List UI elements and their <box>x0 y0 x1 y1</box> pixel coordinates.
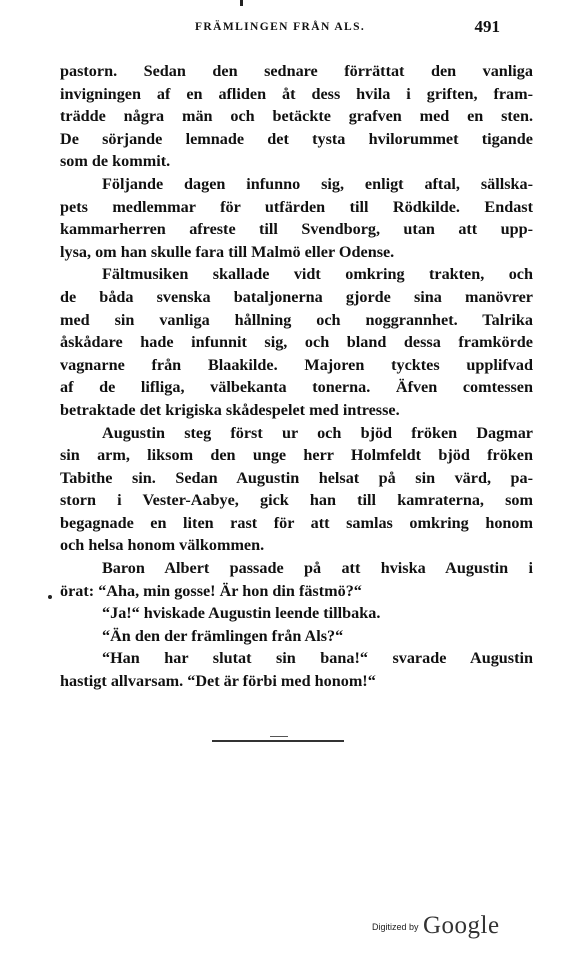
section-separator-rule <box>212 740 344 742</box>
text-line: kammarherren afreste till Svendborg, utan att upp- <box>60 220 533 239</box>
text-line: invigningen af en afliden åt dess hvila i griften, fram- <box>60 84 533 103</box>
text-line: af de lifliga, välbekanta tonerna. Äfven comtessen <box>60 378 533 397</box>
text-line: Baron Albert passade på att hviska Augustin i <box>102 559 533 578</box>
top-ink-mark <box>240 0 243 6</box>
separator-tick <box>270 736 288 737</box>
text-line: lysa, om han skulle fara till Malmö eller Odense. <box>60 242 395 261</box>
running-title: FRÄMLINGEN FRÅN ALS. <box>195 21 366 33</box>
text-line: “Han har slutat sin bana!“ svarade Augustin <box>102 649 533 668</box>
text-line: hastigt allvarsam. “Det är förbi med honom!“ <box>60 672 376 691</box>
text-line: vagnarne från Blaakilde. Majoren tycktes upplifvad <box>60 355 533 374</box>
text-line: med sin vanliga hållning och noggrannhet. Talrika <box>60 310 533 329</box>
text-line: som de kommit. <box>60 152 171 171</box>
text-line: trädde några män och betäckte grafven med en sten. <box>60 107 533 126</box>
text-line: åskådare hade infunnit sig, och bland dessa framkörde <box>60 333 533 352</box>
text-line: betraktade det krigiska skådespelet med intresse. <box>60 400 400 419</box>
text-line: Augustin steg först ur och bjöd fröken Dagmar <box>102 423 533 442</box>
body-text <box>60 60 533 693</box>
google-logo: Google <box>422 912 500 939</box>
page-header <box>60 15 508 39</box>
watermark-prefix: Digitized by <box>372 922 419 932</box>
page-number: 491 <box>474 17 500 36</box>
text-line: storn i Vester-Aabye, gick han till kamraterna, som <box>60 491 533 510</box>
text-line: Tabithe sin. Sedan Augustin helsat på sin värd, pa- <box>60 468 533 487</box>
text-line: “Än den der främlingen från Als?“ <box>102 626 344 645</box>
text-line: Följande dagen infunno sig, enligt aftal, sällska- <box>102 174 533 193</box>
text-line: pets medlemmar för utfärden till Rödkilde. Endast <box>60 197 533 216</box>
digitized-watermark <box>372 912 500 952</box>
text-line: pastorn. Sedan den sednare förrättat den vanliga <box>60 62 533 80</box>
text-line: begagnade en liten rast för att samlas omkring honom <box>60 513 533 532</box>
text-line: och helsa honom välkommen. <box>60 536 265 555</box>
text-line: sin arm, liksom den unge herr Holmfeldt bjöd fröken <box>60 446 533 465</box>
text-line: “Ja!“ hviskade Augustin leende tillbaka. <box>102 604 381 623</box>
margin-dot <box>48 595 52 599</box>
text-line: de båda svenska bataljonerna gjorde sina manövrer <box>60 287 533 306</box>
text-line: örat: “Aha, min gosse! Är hon din fästmö?“ <box>60 581 362 600</box>
text-line: De sörjande lemnade det tysta hvilorummet tigande <box>60 129 533 148</box>
text-line: Fältmusiken skallade vidt omkring trakten, och <box>102 265 533 284</box>
